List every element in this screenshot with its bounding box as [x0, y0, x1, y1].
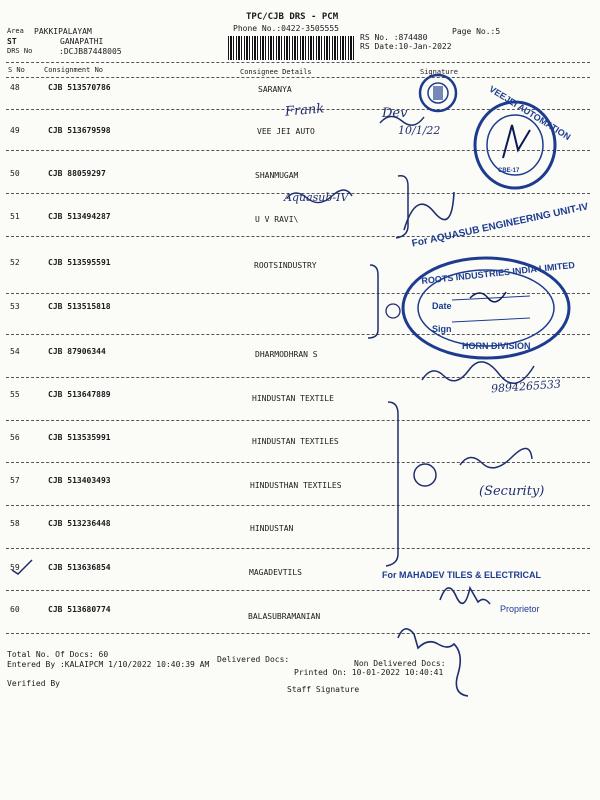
vee-jei-stamp-text: VEEJEI AUTOMATION: [487, 83, 573, 143]
row-consignee: DHARMODHRAN S: [255, 350, 318, 359]
total-docs: Total No. Of Docs: 60: [7, 650, 109, 659]
handwriting-dev: Dev: [382, 106, 408, 121]
verified-by: Verified By: [7, 679, 60, 688]
row-consignee: MAGADEVTILS: [249, 568, 302, 577]
vee-jei-stamp-sub: CBE-17: [498, 168, 520, 174]
area-label: Area: [7, 27, 24, 35]
row-sno: 57: [10, 476, 20, 485]
handwriting-security: (Security): [479, 484, 545, 499]
row-consignment: CJB 513636854: [48, 563, 111, 572]
row-sno: 48: [10, 83, 20, 92]
row-consignment: CJB 513535991: [48, 433, 111, 442]
row-consignment: CJB 513647889: [48, 390, 111, 399]
row-sno: 56: [10, 433, 20, 442]
column-consignee: Consignee Details: [240, 68, 312, 76]
row-consignment: CJB 513515818: [48, 302, 111, 311]
row-consignee: HINDUSTHAN TEXTILES: [250, 481, 342, 490]
row-sno: 60: [10, 605, 20, 614]
signature-51-icon: [404, 192, 454, 230]
row-sno: 50: [10, 169, 20, 178]
row-sno: 53: [10, 302, 20, 311]
row-consignee: VEE JEI AUTO: [257, 127, 315, 136]
tick-circle-53-icon: [386, 304, 400, 318]
row-consignment: CJB 513494287: [48, 212, 111, 221]
printed-on: Printed On: 10-01-2022 10:40:41: [294, 668, 444, 677]
handwriting-aquasub: Aquasub-IV: [284, 191, 349, 204]
roots-stamp-title: ROOTS INDUSTRIES INDIA LIMITED: [420, 259, 576, 287]
signature-57-icon: [460, 448, 532, 467]
round-stamp-icon: [420, 75, 456, 111]
column-sno: S No: [8, 66, 25, 74]
handwriting-date: 10/1/22: [398, 124, 441, 137]
drs-label: DRS No: [7, 47, 33, 55]
tick-circle-57-icon: [414, 464, 436, 486]
staff-signature: Staff Signature: [287, 685, 360, 694]
row-sno: 58: [10, 519, 20, 528]
row-consignment: CJB 513403493: [48, 476, 111, 485]
roots-stamp-division: HORN DIVISION: [462, 341, 531, 351]
row-consignment: CJB 88059297: [48, 169, 106, 178]
row-consignment: CJB 513679598: [48, 126, 111, 135]
drs-value: :DCJB87448005: [59, 47, 122, 56]
signature-mahadev-icon: [440, 588, 490, 604]
handwriting-phone: 9894265533: [490, 377, 562, 396]
document-title: TPC/CJB DRS - PCM: [246, 12, 339, 22]
column-signature: Signature: [420, 68, 458, 76]
row-consignment: CJB 513595591: [48, 258, 111, 267]
bracket-55-59-icon: [386, 402, 398, 566]
row-consignment: CJB 513570786: [48, 83, 111, 92]
row-consignee: U V RAVI\: [255, 215, 299, 224]
rs-number: RS No. :874480: [360, 33, 428, 42]
signature-footer-icon: [398, 629, 468, 696]
roots-stamp-sign: Sign: [432, 324, 452, 334]
row-sno: 51: [10, 212, 20, 221]
rs-date: RS Date:10-Jan-2022: [360, 42, 452, 51]
row-consignment: CJB 513680774: [48, 605, 111, 614]
aquasub-stamp: For AQUASUB ENGINEERING UNIT-IV: [410, 201, 590, 250]
non-delivered-docs: Non Delivered Docs:: [354, 659, 446, 668]
row-consignee: HINDUSTAN TEXTILE: [252, 394, 334, 403]
page-number: Page No.:5: [452, 27, 501, 36]
row-consignee: SARANYA: [258, 85, 292, 94]
proprietor-stamp: Proprietor: [500, 604, 540, 614]
row-consignee: ROOTSINDUSTRY: [254, 261, 317, 270]
st-value: GANAPATHI: [60, 37, 104, 46]
row-sno: 55: [10, 390, 20, 399]
row-consignment: CJB 87906344: [48, 347, 106, 356]
row-consignee: SHANMUGAM: [255, 171, 299, 180]
delivered-docs: Delivered Docs:: [217, 655, 290, 664]
entered-by: Entered By :KALAIPCM 1/10/2022 10:40:39 AM: [7, 660, 210, 669]
row-sno: 59: [10, 563, 20, 572]
phone-number: Phone No.:0422-3505555: [233, 24, 339, 33]
bracket-50-51-icon: [396, 176, 408, 238]
area-value: PAKKIPALAYAM: [34, 27, 92, 36]
row-sno: 49: [10, 126, 20, 135]
mahadev-stamp: For MAHADEV TILES & ELECTRICAL: [382, 570, 541, 580]
roots-stamp-date: Date: [432, 301, 452, 311]
row-sno: 54: [10, 347, 20, 356]
handwriting-frank: Frank: [284, 101, 325, 120]
tick-mark-59-icon: [12, 560, 32, 574]
row-sno: 52: [10, 258, 20, 267]
row-consignment: CJB 513236448: [48, 519, 111, 528]
column-consignment: Consignment No: [44, 66, 104, 74]
row-consignee: HINDUSTAN: [250, 524, 294, 533]
row-consignee: HINDUSTAN TEXTILES: [252, 437, 339, 446]
row-consignee: BALASUBRAMANIAN: [248, 612, 321, 621]
st-label: ST: [7, 37, 17, 46]
bracket-52-53-icon: [368, 265, 378, 338]
